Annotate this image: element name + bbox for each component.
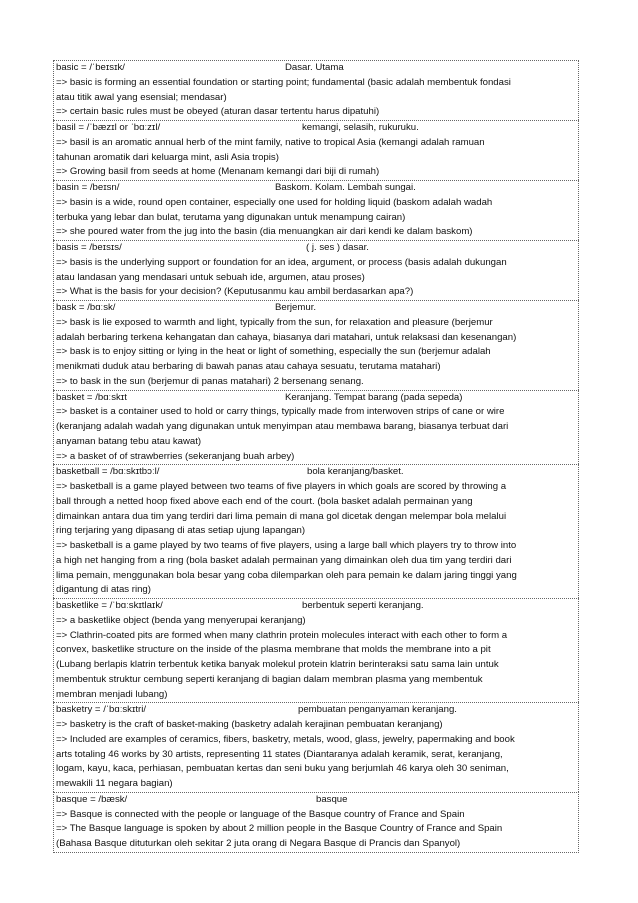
entry-meaning: Dasar. Utama [285,62,344,73]
entry-text-line: (Bahasa Basque dituturkan oleh sekitar 2 juta orang di Negara Basque di Prancis dan Spanyol) [56,838,461,849]
entry-text-line: => The Basque language is spoken by about 2 million people in the Basque Country of France and Spain [56,823,503,835]
entry-meaning: Baskom. Kolam. Lembah sungai. [275,182,416,193]
entry-text-line: atau landasan yang mendasari untuk sebuah ide, argumen, atau proses) [56,271,365,283]
entry-text-line: adalah berbaring terkena kehangatan dan cahaya, biasanya dari matahari, untuk relaksasi dan kesenangan) [56,331,517,343]
dictionary-entry [53,390,579,465]
entry-text-line: arts totaling 46 works by 30 artists, representing 11 states (Diantaranya adalah keramik, serat, keranjang, [56,748,503,760]
entry-term: basil = /ˈbæzɪl or ˈbɑːzɪl/ [56,122,161,133]
entry-text-line: => Basque is connected with the people or language of the Basque country of France and Spain [56,808,465,820]
entry-text-line: => What is the basis for your decision? (Keputusanmu kau ambil berdasarkan apa?) [56,286,414,298]
dictionary-entry [53,300,579,390]
entry-text-line: mewakili 11 negara bagian) [56,778,173,789]
entry-meaning: ( j. ses ) dasar. [306,242,369,253]
entry-text-line: anyaman batang tebu atau kawat) [56,435,202,447]
entry-text-line: a high net hanging from a ring (bola basket adalah permainan yang dimainkan oleh dua tim yang terdiri dari [56,554,512,566]
entry-term: basketlike = /ˈbɑːskɪtlaɪk/ [56,600,163,611]
entry-headword-line [54,121,578,136]
entry-text-line: logam, kayu, kaca, perhiasan, pembuatan kertas dan seni buku yang berjumlah 46 karya oleh 30 seniman, [56,763,509,775]
entry-text-line: atau titik awal yang esensial; mendasar) [56,91,227,103]
dictionary-entry [53,240,579,300]
entry-text-line: => bask is to enjoy sitting or lying in the heat or light of something, especially the sun (berjemur adalah [56,346,491,358]
entry-text-line: => certain basic rules must be obeyed (aturan dasar tertentu harus dipatuhi) [56,106,380,118]
entry-headword-line [54,703,578,718]
dictionary-entry [53,598,579,702]
entry-text-line: (Lubang berlapis klatrin terbentuk ketika banyak molekul protein klatrin berinteraksi satu sama lain untuk [56,659,499,670]
entry-text-line: convex, basketlike structure on the inside of the plasma membrane that molds the membrane into a pit [56,644,491,656]
entry-text-line: => basketball is a game played by two teams of five players, using a large ball which players try to throw into [56,540,517,551]
entry-text-line: (keranjang adalah wadah yang digunakan untuk menyimpan atau membawa barang, biasanya terbuat dari [56,421,509,432]
entry-text-line: menikmati duduk atau berbaring di bawah panas atau cahaya sesuatu, terutama matahari) [56,361,441,372]
entry-term: basketball = /bɑːskɪtbɔːl/ [56,466,160,478]
entry-text-line: => Included are examples of ceramics, fibers, basketry, metals, wood, glass, jewelry, papermaking and book [56,733,515,745]
entry-headword-line [54,301,578,316]
entry-term: basketry = /ˈbɑːskɪtri/ [56,704,147,716]
entry-text-line: ring terjaring yang dipasang di atas setiap ujung lapangan) [56,525,306,537]
entry-meaning: pembuatan penganyaman keranjang. [298,704,457,716]
dictionary-entry [53,702,579,792]
entry-text-line: => a basketlike object (benda yang menyerupai keranjang) [56,614,306,626]
entry-headword-line [54,181,578,196]
entry-headword-line [54,599,578,614]
entry-headword-line [54,465,578,480]
entry-text-line: ball through a netted hoop fixed above each end of the court. (bola basket adalah permainan yang [56,495,473,507]
dictionary-entry [53,180,579,240]
entry-text-line: => basketry is the craft of basket-making (basketry adalah kerajinan pembuatan keranjang) [56,719,443,730]
entry-meaning: basque [316,793,348,805]
entry-text-line: => basil is an aromatic annual herb of the mint family, native to tropical Asia (kemangi adalah ramuan [56,136,485,148]
entry-term: bask = /bɑːsk/ [56,302,116,313]
dictionary-entry [53,120,579,180]
entry-text-line: => to bask in the sun (berjemur di panas matahari) 2 bersenang senang. [56,375,364,387]
entry-text-line: => basic is forming an essential foundation or starting point; fundamental (basic adalah membentuk fondasi [56,76,511,88]
entry-headword-line [54,391,578,406]
entry-text-line: => she poured water from the jug into the basin (dia menuangkan air dari kendi ke dalam baskom) [56,226,473,238]
entry-term: basque = /bæsk/ [56,793,128,805]
dictionary-document [53,60,579,853]
entry-meaning: berbentuk seperti keranjang. [302,600,424,611]
entry-meaning: Berjemur. [275,302,317,313]
entry-text-line: tahunan aromatik dari keluarga mint, asli Asia tropis) [56,151,279,163]
entry-text-line: membentuk struktur cembung seperti keranjang di bagian dalam membran plasma yang membentuk [56,673,483,685]
entry-headword-line [54,61,578,76]
entry-text-line: => basketball is a game played between two teams of five players in which goals are scored by throwing a [56,481,507,492]
entry-text-line: => a basket of of strawberries (sekeranjang buah arbey) [56,450,295,462]
dictionary-entry [53,60,579,120]
entry-text-line: => bask is lie exposed to warmth and light, typically from the sun, for relaxation and pleasure (berjemur [56,316,493,328]
entry-text-line: dimainkan antara dua tim yang terdiri dari lima pemain di mana gol dicetak dengan melempar bola melalui [56,510,507,522]
entry-meaning: Keranjang. Tempat barang (pada sepeda) [285,391,463,403]
entry-text-line: => basket is a container used to hold or carry things, typically made from interwoven strips of cane or wire [56,406,505,418]
entry-text-line: => basin is a wide, round open container, especially one used for holding liquid (baskom adalah wadah [56,196,493,208]
entry-meaning: bola keranjang/basket. [307,466,404,478]
entry-text-line: membran menjadi lubang) [56,688,168,700]
entry-text-line: terbuka yang lebar dan bulat, terutama yang digunakan untuk menampung cairan) [56,211,406,223]
entry-text-line: => basis is the underlying support or foundation for an idea, argument, or process (basis adalah dukungan [56,256,507,268]
entry-text-line: digantung di atas ring) [56,584,151,596]
entry-headword-line [54,241,578,256]
dictionary-entry [53,464,579,598]
entry-text-line: lima pemain, menggunakan bola besar yang coba dilemparkan oleh para pemain ke dalam jaring tinggi yang [56,569,517,581]
entry-term: basket = /bɑːskɪt [56,391,127,403]
entry-term: basic = /ˈbeɪsɪk/ [56,62,125,73]
entry-meaning: kemangi, selasih, rukuruku. [302,122,419,133]
entry-term: basis = /beɪsɪs/ [56,242,122,253]
entry-text-line: => Clathrin-coated pits are formed when many clathrin protein molecules interact with each other to form a [56,629,508,641]
entry-term: basin = /beɪsn/ [56,182,120,193]
entry-headword-line [54,793,578,808]
entry-text-line: => Growing basil from seeds at home (Menanam kemangi dari biji di rumah) [56,166,380,178]
dictionary-entry [53,792,579,853]
